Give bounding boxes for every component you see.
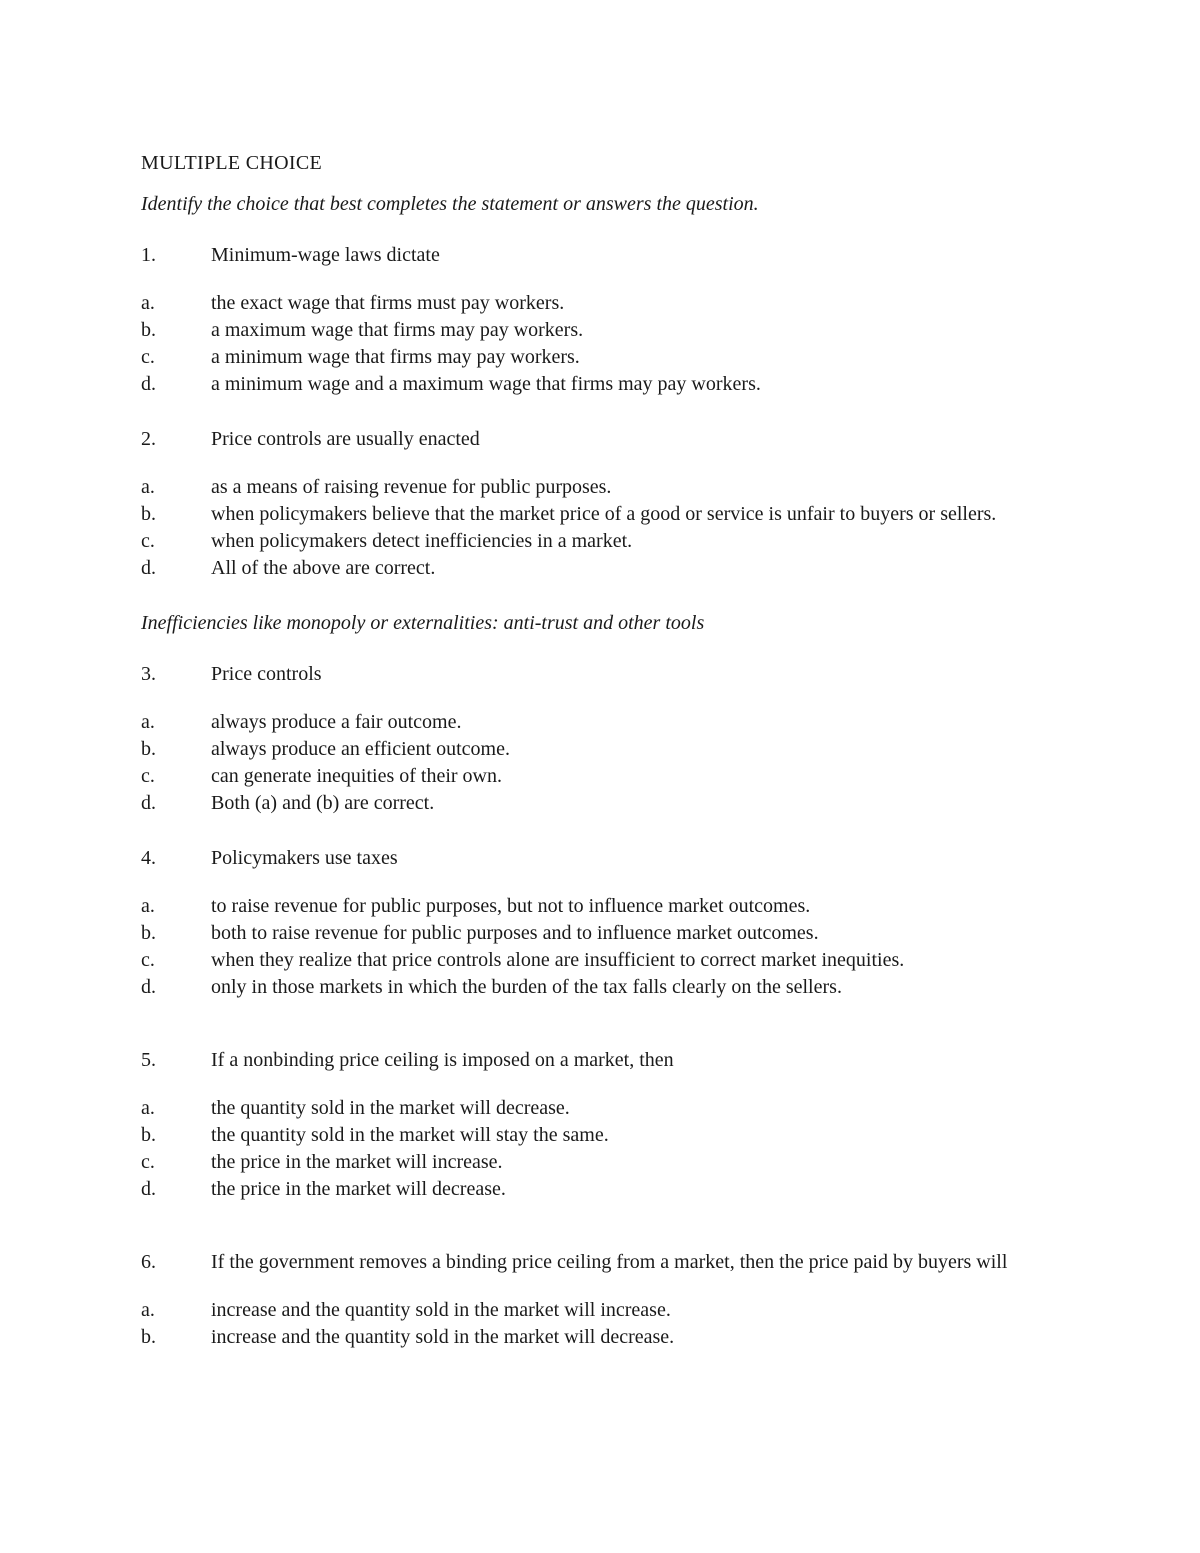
choice-letter: b. (141, 922, 156, 944)
choice-d[interactable] (141, 555, 1046, 582)
question-stem (141, 1249, 1046, 1276)
choice-text: when policymakers detect inefficiencies in a market. (211, 530, 633, 552)
question-number: 6. (141, 1251, 156, 1273)
choice-letter: b. (141, 738, 156, 760)
choice-text: All of the above are correct. (211, 557, 436, 579)
choice-text: can generate inequities of their own. (211, 765, 502, 787)
choice-text: a minimum wage that firms may pay workers. (211, 346, 580, 368)
choice-text: to raise revenue for public purposes, but not to influence market outcomes. (211, 895, 811, 917)
choice-d[interactable] (141, 1176, 1046, 1203)
choice-letter: d. (141, 373, 156, 395)
question-text: Price controls are usually enacted (211, 428, 480, 450)
choice-letter: a. (141, 1097, 155, 1119)
choice-letter: c. (141, 530, 155, 552)
choice-a[interactable] (141, 709, 1046, 736)
question-1 (141, 242, 1046, 398)
question-number: 2. (141, 428, 156, 450)
question-number: 1. (141, 244, 156, 266)
choice-text: when they realize that price controls alone are insufficient to correct market inequities. (211, 949, 905, 971)
question-5 (141, 1047, 1046, 1203)
choice-c[interactable] (141, 763, 1046, 790)
choice-c[interactable] (141, 1149, 1046, 1176)
question-text: Price controls (211, 663, 322, 685)
choice-b[interactable] (141, 1122, 1046, 1149)
choice-letter: b. (141, 319, 156, 341)
choice-text: when policymakers believe that the market price of a good or service is unfair to buyers or sellers. (211, 503, 997, 525)
choice-letter: d. (141, 557, 156, 579)
choice-text: both to raise revenue for public purposes and to influence market outcomes. (211, 922, 819, 944)
choice-b[interactable] (141, 736, 1046, 763)
choice-a[interactable] (141, 1297, 1046, 1324)
question-number: 3. (141, 663, 156, 685)
question-text: If a nonbinding price ceiling is imposed on a market, then (211, 1049, 674, 1071)
question-text: Minimum-wage laws dictate (211, 244, 440, 266)
choice-text: increase and the quantity sold in the market will decrease. (211, 1326, 675, 1348)
choice-d[interactable] (141, 974, 1046, 1001)
question-number: 4. (141, 847, 156, 869)
choice-a[interactable] (141, 290, 1046, 317)
choice-letter: d. (141, 976, 156, 998)
choice-a[interactable] (141, 474, 1046, 501)
question-stem (141, 1047, 1046, 1074)
choice-d[interactable] (141, 790, 1046, 817)
choice-a[interactable] (141, 1095, 1046, 1122)
question-stem (141, 242, 1046, 269)
choice-text: only in those markets in which the burden of the tax falls clearly on the sellers. (211, 976, 842, 998)
choice-c[interactable] (141, 528, 1046, 555)
choice-letter: c. (141, 949, 155, 971)
question-text: If the government removes a binding price ceiling from a market, then the price paid by buyers will (211, 1251, 1008, 1273)
choice-letter: a. (141, 476, 155, 498)
question-4 (141, 845, 1046, 1001)
document-page (141, 150, 1046, 1371)
choice-b[interactable] (141, 920, 1046, 947)
choice-text: increase and the quantity sold in the market will increase. (211, 1299, 671, 1321)
choice-letter: c. (141, 765, 155, 787)
choice-d[interactable] (141, 371, 1046, 398)
choice-letter: c. (141, 346, 155, 368)
choice-letter: c. (141, 1151, 155, 1173)
section-heading: MULTIPLE CHOICE (141, 152, 322, 174)
choice-text: the quantity sold in the market will decrease. (211, 1097, 570, 1119)
question-3 (141, 661, 1046, 817)
choice-letter: d. (141, 1178, 156, 1200)
choice-letter: a. (141, 711, 155, 733)
choice-text: as a means of raising revenue for public purposes. (211, 476, 612, 498)
choice-text: the price in the market will increase. (211, 1151, 503, 1173)
question-stem (141, 845, 1046, 872)
choice-b[interactable] (141, 501, 1046, 528)
choice-b[interactable] (141, 1324, 1046, 1351)
choice-letter: b. (141, 1326, 156, 1348)
question-2 (141, 426, 1046, 582)
choice-text: always produce a fair outcome. (211, 711, 462, 733)
choice-a[interactable] (141, 893, 1046, 920)
question-stem (141, 661, 1046, 688)
choice-letter: b. (141, 1124, 156, 1146)
choice-text: Both (a) and (b) are correct. (211, 792, 435, 814)
question-stem (141, 426, 1046, 453)
choice-letter: a. (141, 1299, 155, 1321)
choice-letter: d. (141, 792, 156, 814)
choice-text: a minimum wage and a maximum wage that firms may pay workers. (211, 373, 761, 395)
section-note: Inefficiencies like monopoly or externalities: anti-trust and other tools (141, 612, 705, 634)
question-number: 5. (141, 1049, 156, 1071)
choice-text: always produce an efficient outcome. (211, 738, 510, 760)
choice-letter: a. (141, 895, 155, 917)
question-6 (141, 1249, 1046, 1351)
instructions: Identify the choice that best completes the statement or answers the question. (141, 193, 759, 215)
choice-letter: a. (141, 292, 155, 314)
choice-text: a maximum wage that firms may pay workers. (211, 319, 584, 341)
question-text: Policymakers use taxes (211, 847, 398, 869)
choice-text: the exact wage that firms must pay workers. (211, 292, 565, 314)
choice-text: the quantity sold in the market will stay the same. (211, 1124, 609, 1146)
choice-c[interactable] (141, 947, 1046, 974)
choice-letter: b. (141, 503, 156, 525)
choice-c[interactable] (141, 344, 1046, 371)
choice-text: the price in the market will decrease. (211, 1178, 506, 1200)
choice-b[interactable] (141, 317, 1046, 344)
